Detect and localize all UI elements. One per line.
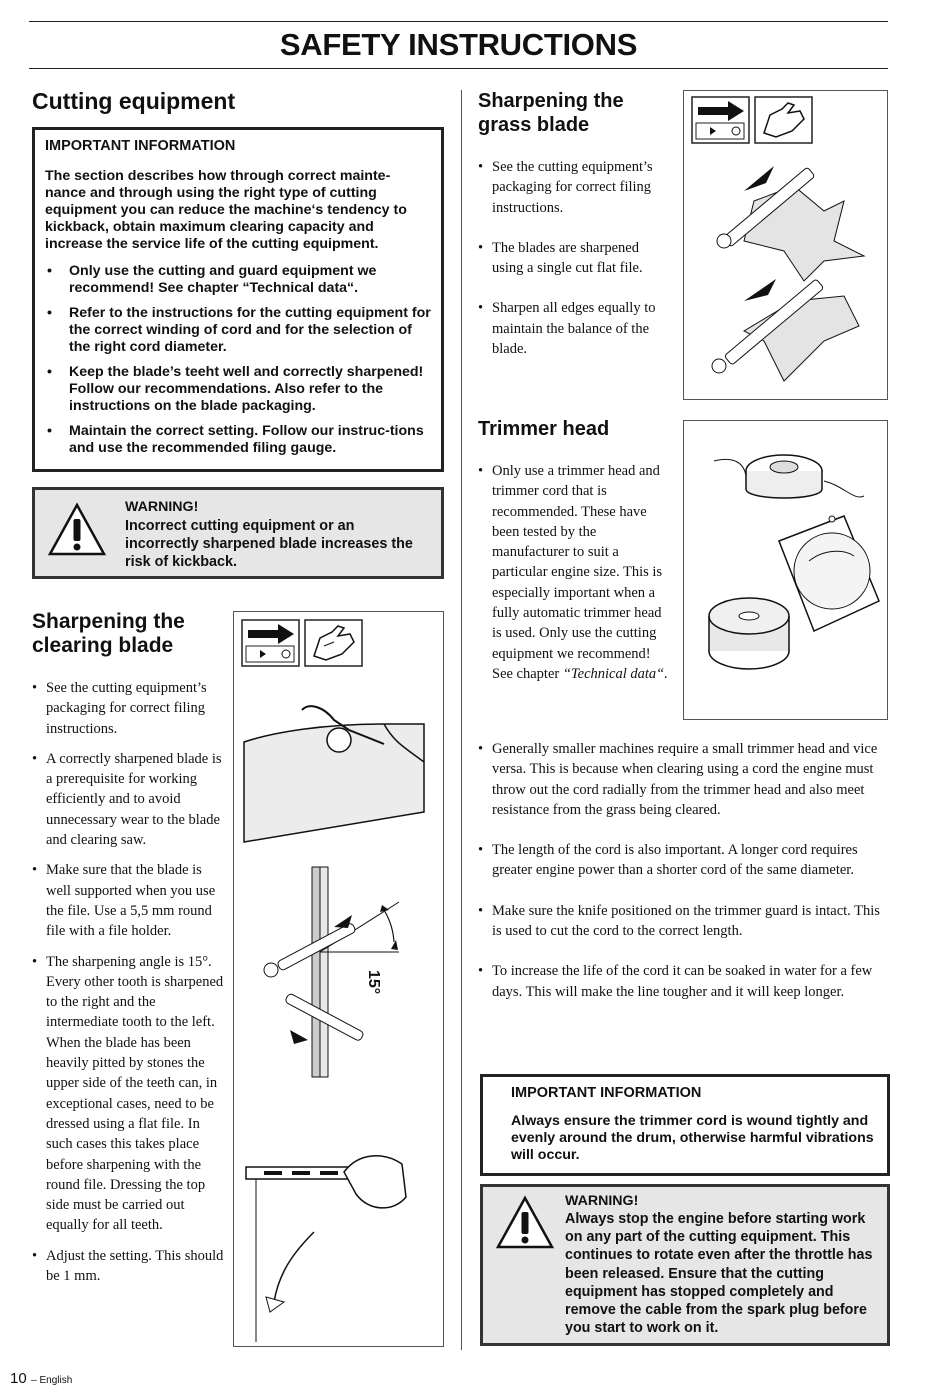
- section-heading-grass-blade: [478, 89, 624, 137]
- list-item: • Keep the blade’s teeht well and correctly sharpened! Follow our recommendations. Also refer to the instructions on the blade packaging.: [45, 364, 431, 415]
- list-item-text: Only use a trimmer head and trimmer cord that is recommended. These have been tested by the manufacturer to suit a particular engine size. This is especially important when a fully automatic trimmer head is used. Only use the cutting equipment we recommend! See chapter: [492, 463, 663, 682]
- heading-line: clearing blade: [32, 634, 174, 657]
- page-footer: [10, 1370, 72, 1388]
- list-item: • Maintain the correct setting. Follow our instruc-tions and use the recommended filing gauge.: [45, 423, 431, 457]
- warning-box-left: [32, 487, 444, 579]
- list-item: • Refer to the instructions for the cutting equipment for the correct winding of cord and for the selection of the right cord diameter.: [45, 305, 431, 356]
- warning-triangle-icon: [495, 1195, 555, 1250]
- important-info-intro: The section describes how through correct mainte-nance and through using the right type of cutting equipment you can reduce the machine‘s tendency to kickback, obtain maximum clearing capacity and increase the service life of the cutting equipment.: [45, 168, 407, 252]
- important-info-box-right: [480, 1074, 890, 1176]
- list-item-ref: “Technical data“.: [562, 665, 668, 682]
- list-item: • Make sure the knife positioned on the trimmer guard is intact. This is used to cut the cord to the correct length.: [478, 901, 880, 942]
- important-info-box-left: [32, 127, 444, 472]
- warning-box-right: [480, 1184, 890, 1346]
- list-item: • Generally smaller machines require a small trimmer head and vice versa. This is because when clearing using a cord the engine must throw out the cord radially from the trimmer head and also meet resistance from the grass being cleared.: [478, 739, 880, 820]
- list-item: • See the cutting equipment’s packaging for correct filing instructions.: [32, 678, 228, 739]
- angle-label: 15°: [365, 970, 382, 995]
- list-item: • The blades are sharpened using a single cut flat file.: [478, 238, 672, 279]
- trimmer-first-item: • Only use a trimmer head and trimmer cord that is recommended. These have been tested by the manufacturer to suit a particular engine size. This is especially important when a fully automatic trimmer head is used. Only use the cutting equipment we recommend! See chapter “Technical data“.: [478, 463, 668, 682]
- list-item: • Make sure that the blade is well supported when you use the file. Use a 5,5 mm round file with a file holder.: [32, 860, 228, 941]
- clearing-blade-illustration: [233, 611, 444, 1347]
- section-heading-clearing-blade: [32, 610, 185, 658]
- page-title: SAFETY INSTRUCTIONS: [279, 27, 638, 62]
- warning-text: Always stop the engine before starting work on any part of the cutting equipment. This continues to rotate even after the throttle has been released. Ensure that the cutting equipment has stopped completely and remove the cable from the spark plug before you start to work on it.: [565, 1211, 873, 1337]
- warning-title: WARNING!: [565, 1193, 639, 1209]
- important-info-list: [45, 263, 431, 457]
- footer-language: – English: [31, 1375, 73, 1386]
- trimmer-head-list: [478, 739, 880, 1002]
- title-rule: [29, 68, 888, 69]
- warning-title: WARNING!: [125, 499, 199, 515]
- heading-line: Sharpening the: [32, 610, 185, 633]
- column-divider: [461, 90, 462, 1350]
- important-info-text: Always ensure the trimmer cord is wound tightly and evenly around the drum, otherwise harmful vibrations will occur.: [511, 1113, 874, 1163]
- heading-line: Sharpening the: [478, 90, 624, 112]
- list-item: • Sharpen all edges equally to maintain the balance of the blade.: [478, 298, 672, 359]
- section-heading-trimmer-head: Trimmer head: [478, 418, 610, 440]
- heading-line: grass blade: [478, 114, 590, 136]
- list-item: • Only use the cutting and guard equipment we recommend! See chapter “Technical data“.: [45, 263, 431, 297]
- important-info-heading: IMPORTANT INFORMATION: [45, 138, 236, 154]
- list-item: • The length of the cord is also important. A longer cord requires greater engine power than a shorter cord of the same diameter.: [478, 840, 880, 881]
- list-item: • To increase the life of the cord it can be soaked in water for a few days. This will make the line tougher and it will keep longer.: [478, 961, 880, 1002]
- list-item: • The sharpening angle is 15°. Every other tooth is sharpened to the right and the intermediate tooth to the left. When the blade has been heavily pitted by stones the upper side of the teeth can, in exceptional cases, need to be dressed using a flat file. In such cases this takes place before sharpening with the round file. Dressing the top side must be carried out equally for all teeth.: [32, 952, 228, 1236]
- warning-text: Incorrect cutting equipment or an incorrectly sharpened blade increases the risk of kickback.: [125, 518, 413, 570]
- glove-icon: [305, 620, 362, 666]
- grass-blade-list: [478, 157, 672, 359]
- top-rule: [29, 21, 888, 22]
- section-heading-cutting-equipment: Cutting equipment: [32, 88, 236, 114]
- list-item: • See the cutting equipment’s packaging for correct filing instructions.: [478, 157, 672, 218]
- page-number: 10: [10, 1370, 27, 1387]
- list-item: • A correctly sharpened blade is a prerequisite for working efficiently and to avoid unnecessary wear to the blade and clearing saw.: [32, 749, 228, 850]
- file-direction-icon: [242, 620, 299, 666]
- important-info-heading: IMPORTANT INFORMATION: [511, 1085, 702, 1101]
- grass-blade-illustration: [683, 90, 888, 400]
- list-item: • Adjust the setting. This should be 1 mm.: [32, 1246, 228, 1287]
- warning-triangle-icon: [47, 502, 107, 557]
- clearing-blade-list: [32, 678, 228, 1286]
- trimmer-head-illustration: [683, 420, 888, 720]
